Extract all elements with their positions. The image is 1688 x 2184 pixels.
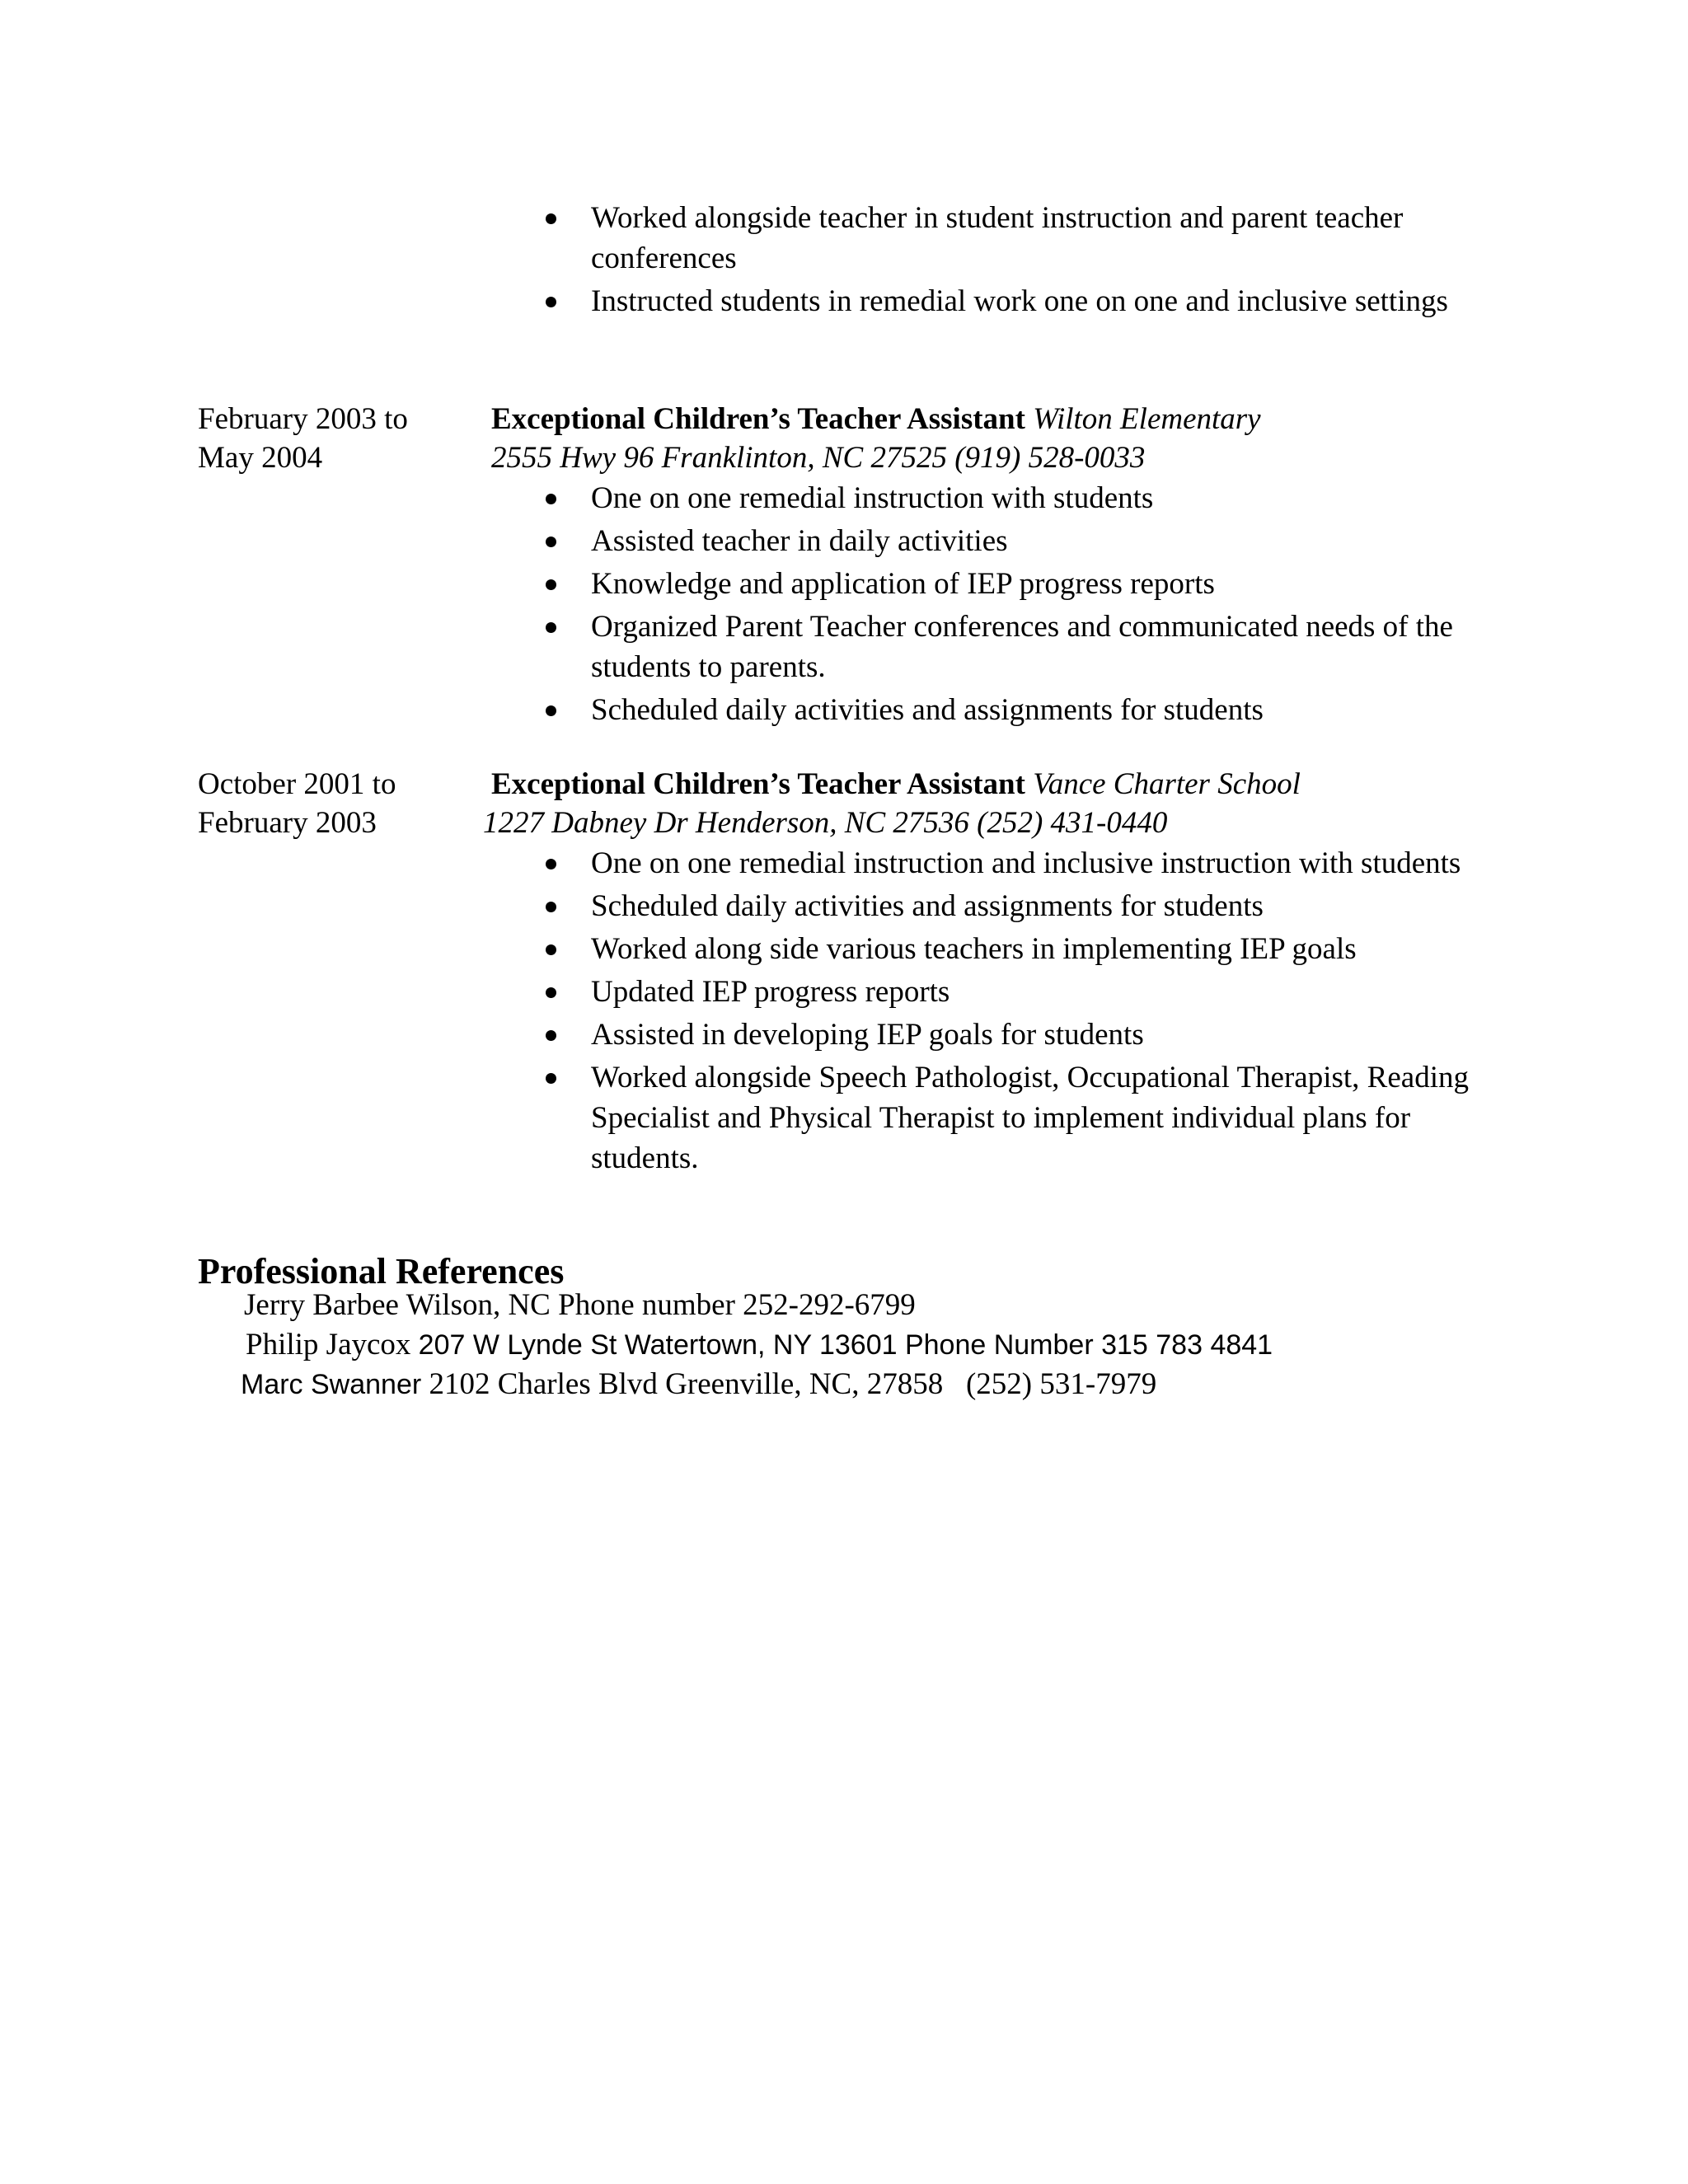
list-item <box>528 972 1500 1012</box>
bullet-text: Worked along side various teachers in implementing IEP goals <box>591 932 1357 966</box>
job1-bullet-list <box>528 478 1500 733</box>
bullet-icon <box>546 494 556 504</box>
reference-3-name: Marc Swanner <box>241 1369 422 1400</box>
bullet-icon <box>546 297 556 307</box>
list-item <box>528 843 1500 883</box>
bullet-icon <box>546 859 556 869</box>
top-bullet-list <box>528 198 1500 324</box>
job2-heading <box>491 765 1301 804</box>
bullet-icon <box>546 944 556 955</box>
list-item <box>528 607 1500 687</box>
list-item <box>528 198 1500 279</box>
list-item <box>528 281 1500 321</box>
job1-dates <box>198 400 478 477</box>
list-item <box>528 929 1500 969</box>
references-heading: Professional References <box>198 1251 565 1291</box>
bullet-icon <box>546 987 556 998</box>
list-item <box>528 521 1500 561</box>
bullet-text: One on one remedial instruction and inclusive instruction with students <box>591 846 1461 880</box>
bullet-text: Scheduled daily activities and assignments for students <box>591 889 1264 923</box>
reference-3 <box>241 1365 1156 1404</box>
job1-heading <box>491 400 1261 438</box>
reference-2 <box>246 1325 1273 1365</box>
bullet-text: Worked alongside Speech Pathologist, Occupational Therapist, Reading Specialist and Physical Therapist to implement individual plans for students. <box>591 1061 1469 1175</box>
job1-address: 2555 Hwy 96 Franklinton, NC 27525 (919) 528-0033 <box>491 441 1146 475</box>
bullet-text: Updated IEP progress reports <box>591 975 950 1009</box>
bullet-icon <box>546 902 556 912</box>
bullet-text: Worked alongside teacher in student instruction and parent teacher conferences <box>591 201 1404 275</box>
bullet-text: One on one remedial instruction with students <box>591 481 1154 515</box>
list-item <box>528 1015 1500 1055</box>
list-item <box>528 564 1500 604</box>
job1-employer: Wilton Elementary <box>1033 402 1261 436</box>
bullet-icon <box>546 579 556 590</box>
reference-2-detail: 207 W Lynde St Watertown, NY 13601 Phone Number 315 783 4841 <box>418 1329 1273 1361</box>
bullet-text: Instructed students in remedial work one on one and inclusive settings <box>591 284 1448 318</box>
job1-date-end: May 2004 <box>198 441 323 475</box>
job1-title: Exceptional Children’s Teacher Assistant <box>491 402 1025 436</box>
bullet-text: Knowledge and application of IEP progress reports <box>591 567 1215 601</box>
job1-date-start: February 2003 to <box>198 402 408 436</box>
list-item <box>528 690 1500 730</box>
job2-address: 1227 Dabney Dr Henderson, NC 27536 (252) 431-0440 <box>483 806 1168 840</box>
bullet-icon <box>546 1073 556 1084</box>
list-item <box>528 478 1500 518</box>
job2-bullet-list <box>528 843 1500 1181</box>
job2-title: Exceptional Children’s Teacher Assistant <box>491 767 1025 801</box>
list-item <box>528 886 1500 926</box>
reference-1: Jerry Barbee Wilson, NC Phone number 252-292-6799 <box>244 1288 916 1322</box>
bullet-icon <box>546 537 556 547</box>
job2-date-start: October 2001 to <box>198 767 396 801</box>
bullet-text: Assisted teacher in daily activities <box>591 524 1008 558</box>
bullet-icon <box>546 1030 556 1041</box>
bullet-icon <box>546 705 556 716</box>
bullet-icon <box>546 213 556 224</box>
bullet-icon <box>546 622 556 633</box>
job2-dates <box>198 765 478 842</box>
bullet-text: Scheduled daily activities and assignments for students <box>591 693 1264 727</box>
reference-3-detail: 2102 Charles Blvd Greenville, NC, 27858 (252) 531-7979 <box>429 1367 1157 1401</box>
bullet-text: Assisted in developing IEP goals for students <box>591 1018 1144 1052</box>
bullet-text: Organized Parent Teacher conferences and communicated needs of the students to parents. <box>591 610 1453 684</box>
job2-employer: Vance Charter School <box>1033 767 1301 801</box>
list-item <box>528 1057 1500 1179</box>
reference-2-name: Philip Jaycox <box>246 1328 411 1361</box>
job2-date-end: February 2003 <box>198 806 377 840</box>
